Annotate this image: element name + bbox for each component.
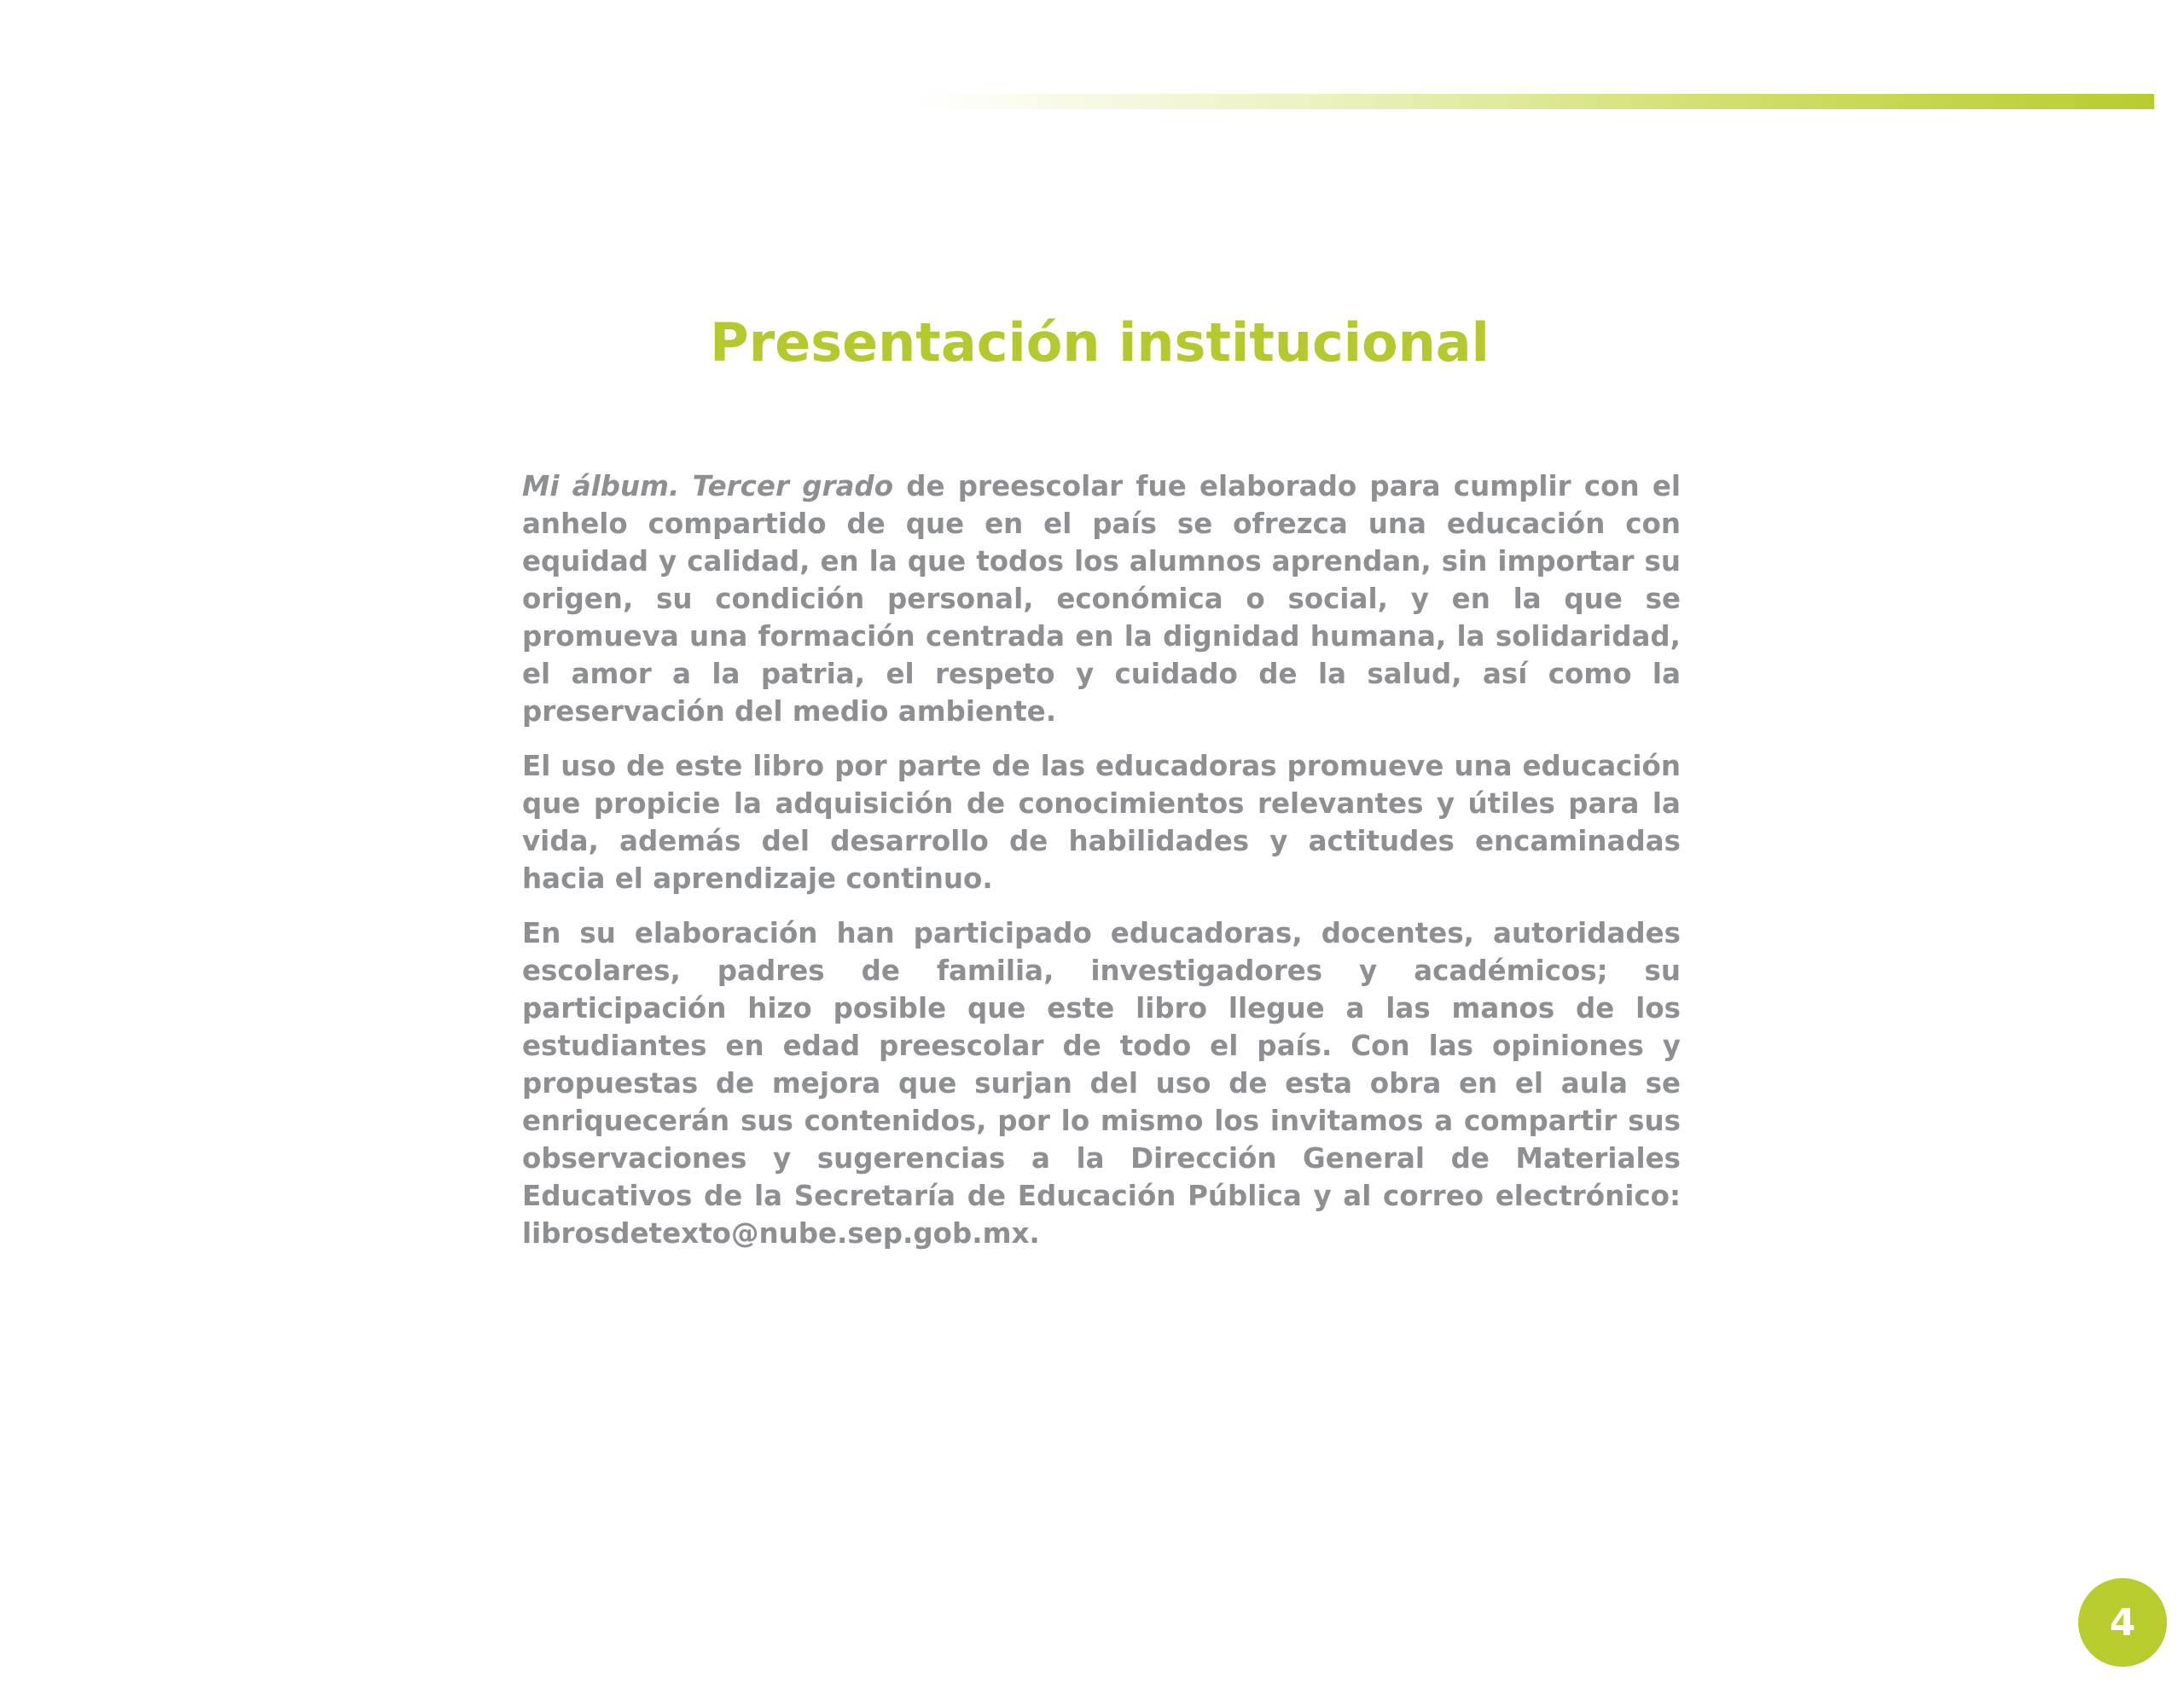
paragraph-3: En su elaboración han participado educadoras, docentes, autoridades escolares, padres de familia, investigadores y académicos; su participación hizo posible que este libro llegue a las manos de los estudiantes en edad preescolar de todo el país. Con las opiniones y propuestas de mejora que surjan del uso de esta obra en el aula se enriquecerán sus contenidos, por lo mismo los invitamos a compartir sus observaciones y sugerencias a la Dirección General de Materiales Educativos de la Secretaría de Educación Pública y al correo electrónico: librosdetexto@nube.sep.gob.mx. — [522, 917, 1681, 1250]
paragraph-1 — [522, 467, 1681, 730]
body-text — [522, 467, 1681, 1269]
book-title-italic: Mi álbum. Tercer grado — [522, 470, 894, 502]
paragraph-2: El uso de este libro por parte de las educadoras promueve una educación que propicie la adquisición de conocimientos relevantes y útiles para la vida, además del desarrollo de habilidades y actitudes encaminadas hacia el aprendizaje continuo. — [522, 750, 1681, 895]
page-number: 4 — [2109, 1600, 2136, 1645]
header-accent-bar — [913, 94, 2154, 109]
page-title: Presentación institucional — [710, 311, 1490, 374]
paragraph-1-text: de preescolar fue elaborado para cumplir con el anhelo compartido de que en el país se ofrezca una educación con equidad y calidad, en la que todos los alumnos aprendan, sin importar su origen, su condición personal, económica o social, y en la que se promueva una formación centrada en la dignidad humana, la solidaridad, el amor a la patria, el respeto y cuidado de la salud, así como la preservación del medio ambiente. — [522, 470, 1681, 728]
page-number-badge — [2078, 1578, 2167, 1667]
